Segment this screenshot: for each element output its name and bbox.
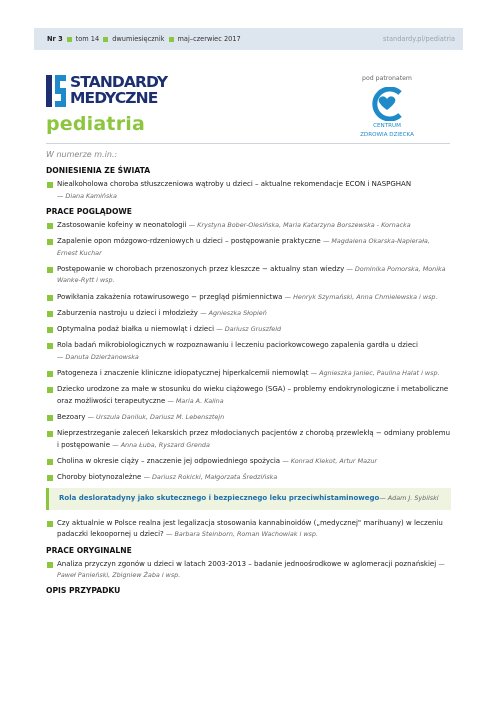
bullet-square-icon	[47, 295, 53, 301]
patronage-label: pod patronatem	[362, 75, 412, 82]
article-authors: — Urszula Daniluk, Dariusz M. Lebensztejn	[87, 412, 225, 421]
section-title: PRACE POGLĄDOWE	[46, 206, 132, 216]
header-divider	[46, 143, 450, 144]
bullet-square-icon	[47, 431, 53, 437]
article-title: Dziecko urodzone za małe w stosunku do wieku ciążowego (SGA) – problemy endokrynologiczne i metaboliczne oraz możliwości terapeutyczne	[57, 385, 449, 405]
article-item[interactable]	[46, 518, 451, 541]
toc-intro: W numerze m.in.:	[46, 150, 118, 159]
article-item[interactable]	[46, 428, 451, 451]
logo-line-2: MEDYCZNE	[70, 89, 158, 107]
article-authors: — Barbara Steinborn, Roman Wachowiak i wsp.	[166, 530, 318, 539]
table-of-contents	[46, 150, 451, 599]
featured-article-title: Rola desloratadyny jako skutecznego i bezpiecznego leku przeciwhistaminowego	[59, 494, 380, 503]
bullet-square-icon	[169, 37, 174, 42]
issue-meta	[47, 35, 241, 43]
standardy-medyczne-logo	[46, 74, 196, 108]
bullet-square-icon	[47, 327, 53, 333]
issue-frequency: dwumiesięcznik	[112, 35, 165, 43]
article-authors: — Henryk Szymański, Anna Chmielewska i wsp.	[284, 292, 438, 301]
featured-article-authors: — Adam J. Sybilski	[379, 494, 439, 503]
patronage-block	[352, 75, 422, 139]
article-authors: — Danuta Dzierżanowska	[57, 352, 139, 361]
article-item[interactable]	[46, 340, 451, 363]
patronage-org-line-1: CENTRUM	[373, 123, 401, 129]
bullet-square-icon	[47, 371, 53, 377]
article-title: Powikłania zakażenia rotawirusowego − przegląd piśmiennictwa	[57, 292, 283, 301]
article-title: Zastosowanie kofeiny w neonatologii	[57, 220, 187, 229]
bullet-square-icon	[47, 562, 53, 568]
article-item[interactable]	[46, 179, 451, 202]
article-authors: — Agnieszka Janiec, Paulina Halat i wsp.	[310, 368, 440, 377]
featured-article[interactable]	[46, 488, 451, 510]
site-link[interactable]: standardy.pl/pediatria	[382, 35, 455, 43]
section-title: DONIESIENIA ZE ŚWIATA	[46, 166, 151, 175]
article-item[interactable]	[46, 236, 451, 259]
bullet-square-icon	[47, 521, 53, 527]
bullet-square-icon	[47, 311, 53, 317]
article-authors: — Dariusz Gruszfeld	[216, 324, 282, 333]
bullet-square-icon	[47, 387, 53, 393]
article-item[interactable]	[46, 472, 451, 484]
bullet-square-icon	[47, 267, 53, 273]
article-title: Czy aktualnie w Polsce realna jest legalizacja stosowania kannabinoidów („medycznej" marihuany) w leczeniu padaczki lekoopornej u dzieci?	[57, 518, 443, 539]
patronage-org-line-2: ZDROWIA DZIECKA	[360, 132, 414, 138]
bullet-square-icon	[47, 182, 53, 188]
article-authors: — Konrad Klekot, Artur Mazur	[282, 456, 378, 465]
article-authors: — Agnieszka Słopień	[200, 308, 267, 317]
article-authors: — Paweł Panieński, Zbigniew Żaba i wsp.	[57, 559, 445, 580]
logo-mark-icon	[46, 75, 66, 107]
bullet-square-icon	[47, 239, 53, 245]
article-authors: — Maria A. Kalina	[167, 396, 224, 405]
article-title: Bezoary	[57, 412, 86, 421]
article-authors: — Anna Łuba, Ryszard Grenda	[112, 440, 210, 449]
article-item[interactable]	[46, 220, 451, 232]
article-authors: — Diana Kamińska	[57, 191, 117, 200]
bullet-square-icon	[103, 37, 108, 42]
article-title: Analiza przyczyn zgonów u dzieci w latach 2003-2013 – badanie jednoośrodkowe w aglomeracji poznańskiej	[57, 559, 437, 568]
bullet-square-icon	[47, 475, 53, 481]
section-title: PRACE ORYGINALNE	[46, 545, 132, 555]
article-item[interactable]	[46, 368, 451, 380]
article-item[interactable]	[46, 412, 451, 424]
article-title: Postępowanie w chorobach przenoszonych przez kleszcze − aktualny stan wiedzy	[57, 264, 345, 273]
bullet-square-icon	[47, 343, 53, 349]
logo-line-1: STANDARDY	[70, 73, 168, 91]
article-item[interactable]	[46, 384, 451, 407]
article-title: Niealkoholowa choroba stłuszczeniowa wątroby u dzieci – aktualne rekomendacje ECON i NASPGHAN	[57, 180, 412, 188]
issue-volume: tom 14	[75, 35, 100, 43]
heart-c-logo-icon	[367, 87, 407, 121]
journal-title: pediatria	[46, 113, 146, 135]
bullet-square-icon	[47, 459, 53, 465]
article-item[interactable]	[46, 308, 451, 320]
bullet-square-icon	[67, 37, 72, 42]
article-title: Rola badań mikrobiologicznych w rozpoznawaniu i leczeniu paciorkowcowego zapalenia gardła u dzieci	[57, 341, 418, 350]
article-title: Zapalenie opon mózgowo-rdzeniowych u dzieci – postępowanie praktyczne	[57, 236, 321, 245]
bullet-square-icon	[47, 415, 53, 421]
article-item[interactable]	[46, 559, 451, 582]
issue-date: maj–czerwiec 2017	[177, 35, 241, 43]
article-title: Choroby biotynozależne	[57, 473, 142, 481]
article-item[interactable]	[46, 264, 451, 287]
article-title: Nieprzestrzeganie zaleceń lekarskich przez młodocianych pacjentów z chorobą przewlekłą − odmiany problemu i postępowanie	[57, 429, 451, 449]
article-title: Patogeneza i znaczenie kliniczne idiopatycznej hiperkalcemii niemowląt	[57, 368, 309, 377]
bullet-square-icon	[47, 223, 53, 229]
article-item[interactable]	[46, 324, 451, 336]
article-item[interactable]	[46, 456, 451, 468]
article-item[interactable]	[46, 292, 451, 304]
article-title: Zaburzenia nastroju u dzieci i młodzieży	[57, 308, 198, 317]
issue-number: Nr 3	[47, 35, 63, 43]
article-title: Cholina w okresie ciąży – znaczenie jej odpowiedniego spożycia	[57, 456, 281, 465]
issue-header-bar	[34, 28, 463, 50]
article-authors: — Dominika Pomorska, Monika Wanke-Rytt i wsp.	[57, 264, 446, 285]
article-authors: — Krystyna Bober-Olesińska, Maria Katarzyna Borszewska - Kornacka	[188, 220, 411, 229]
article-authors: — Magdalena Okarska-Napierała, Ernest Kuchar	[57, 236, 430, 257]
article-title: Optymalna podaż białka u niemowląt i dzieci	[57, 324, 215, 333]
article-authors: — Dariusz Rokicki, Małgorzata Średzińska	[143, 473, 278, 481]
section-title: OPIS PRZYPADKU	[46, 586, 121, 596]
